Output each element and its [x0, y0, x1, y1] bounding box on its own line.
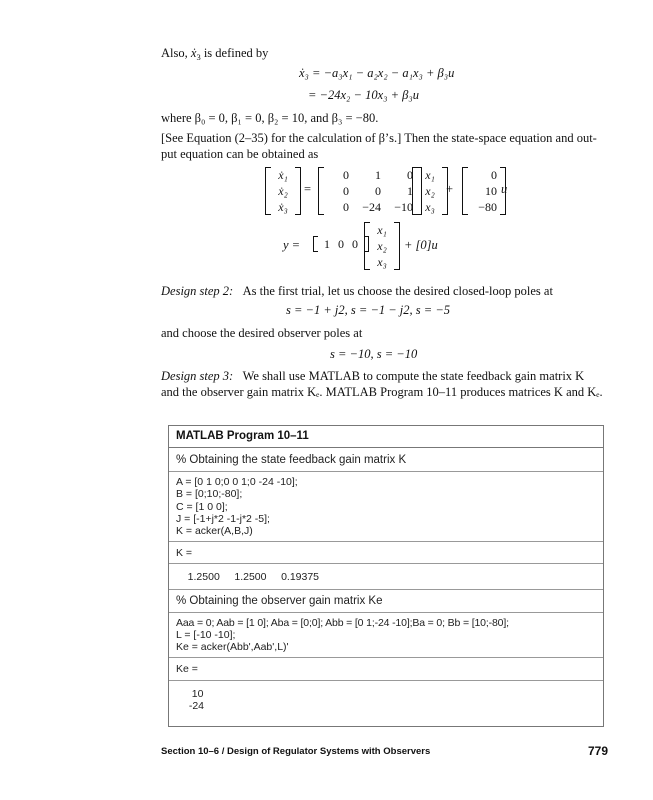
closed-loop-poles: s = −1 + j2, s = −1 − j2, s = −5 [286, 303, 451, 317]
c-cell: 1 [324, 237, 330, 251]
x-3: x₃ [425, 200, 435, 214]
equation-x3dot-simplified: = −24x₂ − 10x₃ + β₃u [308, 88, 419, 102]
x-3: x₃ [377, 255, 387, 269]
code-block-k-value [169, 564, 603, 589]
code-block-comment-k [169, 448, 603, 472]
code-block-ke-value [176, 681, 603, 712]
b-cell: −80 [478, 200, 497, 214]
output-state-vector-x [364, 222, 400, 270]
a-cell: 0 [343, 184, 349, 198]
output-eq-tail: + [0]u [404, 238, 438, 252]
matrix-a [318, 167, 422, 215]
a-cell: 0 [343, 200, 349, 214]
vector-b [462, 167, 506, 215]
design-step-3-line2: and the observer gain matrix Kₑ. MATLAB Program 10–11 produces matrices K and Kₑ. [161, 385, 603, 399]
xdot-2: ẋ₂ [278, 184, 288, 198]
matrix-c [313, 236, 369, 252]
step3-label: Design step 3: [161, 369, 234, 383]
code-block-observer [169, 613, 603, 659]
c-cell: 0 [338, 237, 344, 251]
a-cell: 0 [343, 168, 349, 182]
footer-section: Section 10–6 / Design of Regulator Systems with Observers [161, 746, 431, 757]
step3-line1: We shall use MATLAB to compute the state feedback gain matrix K [242, 369, 585, 383]
design-step-2 [161, 283, 553, 299]
program-code [169, 448, 603, 712]
code-line: 1.2500 1.2500 0.19375 [176, 571, 320, 584]
code-line: K = [176, 547, 193, 560]
code-block-setup [169, 472, 603, 542]
a-cell: 0 [375, 184, 381, 198]
intro-line [161, 45, 268, 65]
step2-text: As the first trial, let us choose the desired closed-loop poles at [242, 284, 553, 298]
xdot-vector [265, 167, 301, 215]
x-2: x₂ [425, 184, 435, 198]
a-cell: −24 [362, 200, 381, 214]
observer-poles: s = −10, s = −10 [330, 347, 418, 361]
code-block-ke-label [169, 658, 603, 680]
b-cell: 0 [491, 168, 497, 182]
equation-x3dot: ẋ₃ = −a₃x₁ − a₂x₂ − a₁x₃ + β₃u [299, 66, 455, 80]
state-eq-sign: = [304, 182, 312, 196]
code-line: K = acker(A,B,J) [176, 525, 253, 538]
intro-var: ẋ [190, 46, 197, 60]
b-cell: 10 [485, 184, 497, 198]
see-paragraph-line2: put equation can be obtained as [161, 147, 319, 161]
x-2: x₂ [377, 239, 387, 253]
program-title: MATLAB Program 10–11 [169, 426, 603, 448]
code-line: Ke = [176, 663, 198, 676]
intro-sub: 3 [196, 52, 201, 62]
page-number: 779 [588, 744, 609, 758]
code-line: % Obtaining the observer gain matrix Ke [176, 594, 383, 607]
code-line: % Obtaining the state feedback gain matrix K [176, 454, 407, 466]
where-line: where β₀ = 0, β₁ = 0, β₂ = 10, and β₃ = −80. [161, 111, 379, 125]
step2-label: Design step 2: [161, 284, 234, 298]
code-line: C = [1 0 0]; [176, 500, 228, 513]
a-cell: 0 [407, 168, 413, 182]
code-line: -24 [183, 699, 205, 712]
code-line: A = [0 1 0;0 0 1;0 -24 -10]; [176, 476, 298, 489]
code-line: 10 [183, 687, 204, 700]
code-line: L = [-10 -10]; [176, 629, 236, 642]
xdot-1: ẋ₁ [278, 168, 288, 182]
code-line: J = [-1+j*2 -1-j*2 -5]; [176, 512, 270, 525]
state-vector-x [412, 167, 448, 215]
matlab-program-box [168, 425, 604, 727]
intro-prefix: Also, [161, 46, 191, 60]
code-line: B = [0;10;-80]; [176, 488, 243, 501]
a-cell: 1 [407, 184, 413, 198]
design-step-3 [161, 368, 584, 384]
input-u: u [501, 182, 508, 196]
intro-suffix: is defined by [200, 46, 269, 60]
x-1: x₁ [377, 223, 387, 237]
c-cell: 0 [352, 237, 358, 251]
see-paragraph-line1: [See Equation (2–35) for the calculation of β’s.] Then the state-space equation and out- [161, 131, 597, 145]
code-block-comment-ke [169, 590, 603, 613]
xdot-3: ẋ₃ [278, 200, 288, 214]
a-cell: 1 [375, 168, 381, 182]
observer-poles-text: and choose the desired observer poles at [161, 326, 363, 340]
code-block-k-label [169, 542, 603, 564]
output-eq-lhs: y = [283, 238, 301, 252]
state-eq-plus: + [446, 182, 454, 196]
code-line: Ke = acker(Abb',Aab',L)' [176, 641, 289, 654]
x-1: x₁ [425, 168, 435, 182]
a-cell: −10 [394, 200, 413, 214]
code-line: Aaa = 0; Aab = [1 0]; Aba = [0;0]; Abb = [0 1;-24 -10];Ba = 0; Bb = [10;-80]; [176, 616, 509, 629]
